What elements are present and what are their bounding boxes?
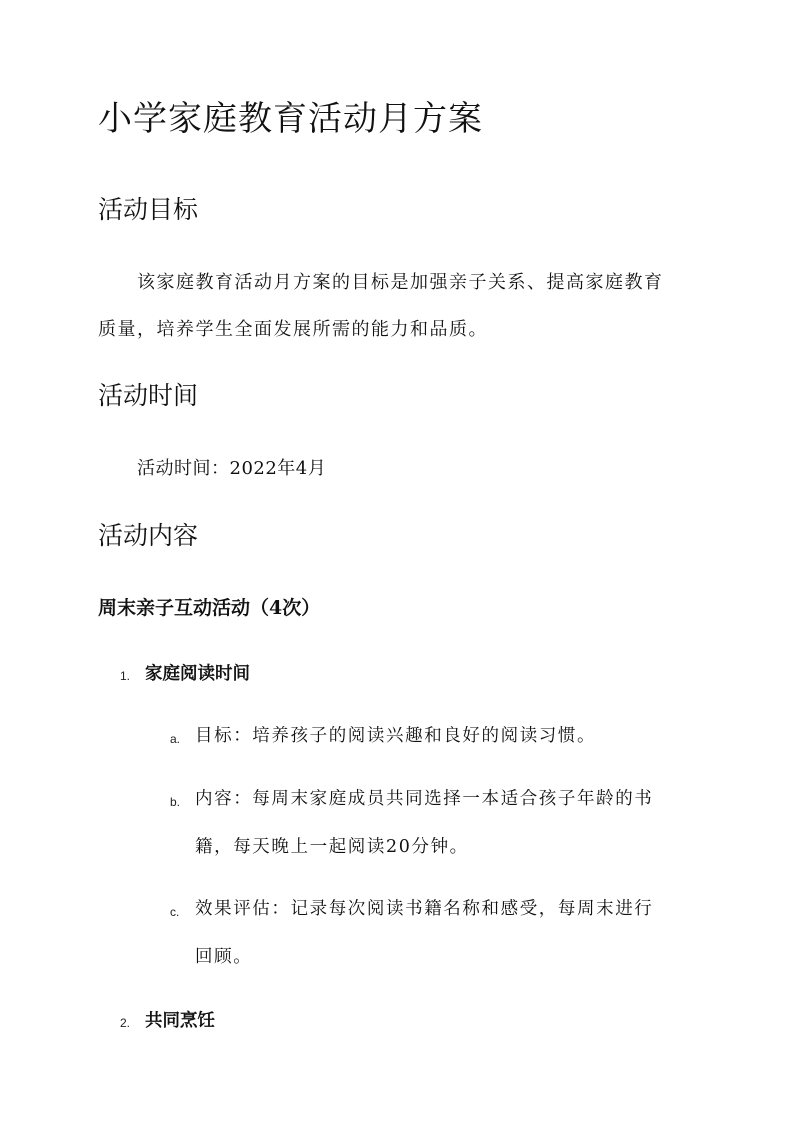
sub-item-text: 内容：每周末家庭成员共同选择一本适合孩子年龄的书	[195, 789, 654, 809]
goal-paragraph-line-2: 质量，培养学生全面发展所需的能力和品质。	[98, 319, 488, 340]
sub-item-text: 目标：培养孩子的阅读兴趣和良好的阅读习惯。	[195, 726, 597, 746]
sub-item-marker: c.	[170, 905, 180, 919]
sub-item-marker: a.	[170, 732, 181, 746]
sub-item-text-continued: 回顾。	[195, 947, 253, 967]
section-heading-goal: 活动目标	[98, 195, 199, 224]
sub-item-marker: b.	[170, 795, 181, 809]
list-number: 1.	[120, 669, 131, 683]
content-subheading: 周末亲子互动活动（4次）	[98, 597, 321, 619]
goal-paragraph-line-1: 该家庭教育活动月方案的目标是加强亲子关系、提高家庭教育	[137, 272, 664, 293]
list-item-title: 家庭阅读时间	[145, 664, 250, 684]
list-number: 2.	[120, 1016, 131, 1030]
section-heading-time: 活动时间	[98, 381, 199, 410]
document-title: 小学家庭教育活动月方案	[98, 99, 483, 139]
list-item-title: 共同烹饪	[145, 1011, 215, 1031]
sub-item-text: 效果评估：记录每次阅读书籍名称和感受，每周末进行	[195, 899, 654, 919]
time-text: 活动时间：2022年4月	[137, 458, 327, 479]
sub-item-text-continued: 籍，每天晚上一起阅读20分钟。	[195, 837, 469, 857]
section-heading-content: 活动内容	[98, 521, 199, 550]
